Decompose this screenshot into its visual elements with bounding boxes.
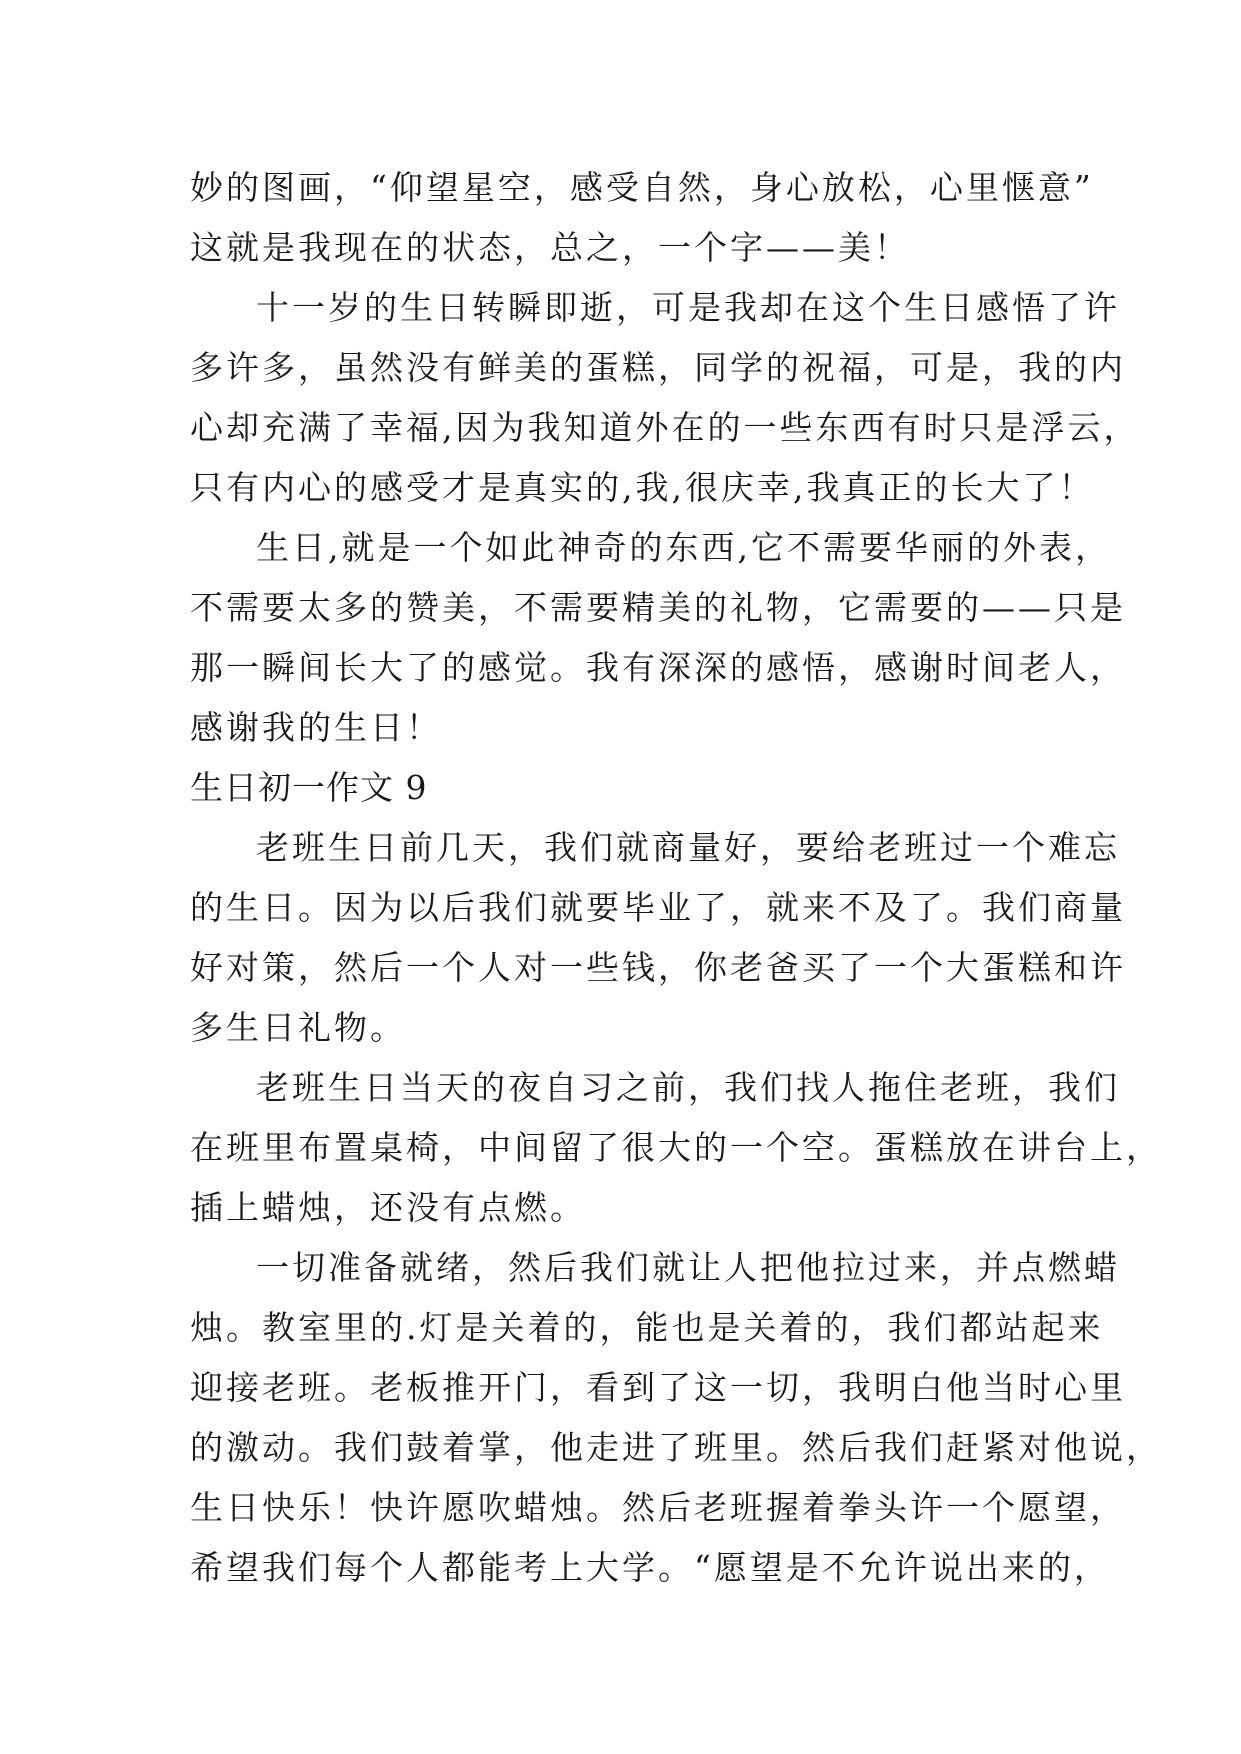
text-line: 那一瞬间长大了的感觉。我有深深的感悟，感谢时间老人， [190,648,1126,687]
text-line: 妙的图画，“仰望星空，感受自然，身心放松，心里惬意” [190,168,1094,207]
paragraph-start-line: 老班生日当天的夜自习之前，我们找人拖住老班，我们 [256,1068,1120,1107]
essay-heading: 生日初一作文 9 [190,768,428,807]
text-line: 插上蜡烛，还没有点燃。 [190,1188,586,1227]
text-line: 好对策，然后一个人对一些钱，你老爸买了一个大蛋糕和许 [190,948,1126,987]
text-line: 不需要太多的赞美，不需要精美的礼物，它需要的——只是 [190,588,1126,627]
paragraph-start-line: 十一岁的生日转瞬即逝，可是我却在这个生日感悟了许 [256,288,1120,327]
text-line: 只有内心的感受才是真实的,我,很庆幸,我真正的长大了！ [190,468,1095,507]
text-line: 迎接老班。老板推开门，看到了这一切，我明白他当时心里 [190,1368,1126,1407]
text-line: 的生日。因为以后我们就要毕业了，就来不及了。我们商量 [190,888,1126,927]
text-line: 希望我们每个人都能考上大学。“愿望是不允许说出来的， [190,1548,1110,1587]
text-line: 多许多，虽然没有鲜美的蛋糕，同学的祝福，可是，我的内 [190,348,1126,387]
paragraph-start-line: 老班生日前几天，我们就商量好，要给老班过一个难忘 [256,828,1120,867]
text-line: 心却充满了幸福,因为我知道外在的一些东西有时只是浮云， [190,408,1140,447]
text-line: 感谢我的生日！ [190,708,442,747]
text-line: 这就是我现在的状态，总之，一个字——美！ [190,228,910,267]
text-line: 的激动。我们鼓着掌，他走进了班里。然后我们赶紧对他说， [190,1428,1162,1467]
text-line: 多生日礼物。 [190,1008,406,1047]
text-line: 烛。教室里的.灯是关着的，能也是关着的，我们都站起来 [190,1308,1104,1347]
paragraph-start-line: 生日,就是一个如此神奇的东西,它不需要华丽的外表， [256,528,1111,567]
text-line: 生日快乐！快许愿吹蜡烛。然后老班握着拳头许一个愿望， [190,1488,1126,1527]
paragraph-start-line: 一切准备就绪，然后我们就让人把他拉过来，并点燃蜡 [256,1248,1120,1287]
essay-body [190,158,1162,1598]
text-line: 在班里布置桌椅，中间留了很大的一个空。蛋糕放在讲台上， [190,1128,1162,1167]
